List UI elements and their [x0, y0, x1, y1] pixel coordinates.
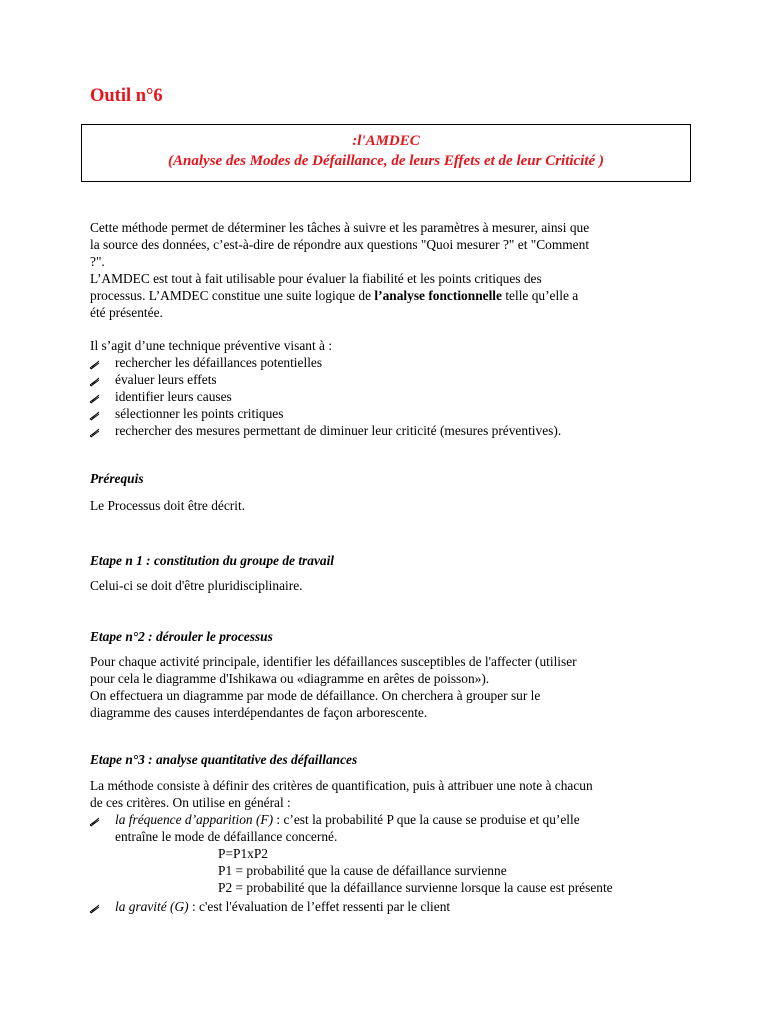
- intro-line-3: ?".: [90, 254, 105, 269]
- formula-line: P=P1xP2: [218, 846, 268, 861]
- etape2-line-2: pour cela le diagramme d'Ishikawa ou «diagramme en arêtes de poisson»).: [90, 671, 490, 686]
- intro-line-5: [90, 287, 578, 304]
- intro-line-5-end: telle qu’elle a: [501, 288, 579, 303]
- frequence-desc: : c’est la probabilité P que la cause se produise et qu’elle: [273, 812, 580, 827]
- prerequis-heading: Prérequis: [90, 471, 144, 486]
- gravite-term: la gravité (G): [115, 899, 189, 914]
- pen-bullet-icon: [89, 409, 101, 421]
- tool-title: Outil n°6: [90, 86, 163, 106]
- etape3-heading: Etape n°3 : analyse quantitative des défaillances: [90, 752, 358, 767]
- etape2-line-3: On effectuera un diagramme par mode de défaillance. On cherchera à grouper sur le: [90, 688, 541, 703]
- prerequis-text: Le Processus doit être décrit.: [90, 498, 246, 513]
- p2-definition: P2 = probabilité que la défaillance survienne lorsque la cause est présente: [218, 880, 613, 895]
- pen-bullet-icon: [89, 392, 101, 404]
- technique-bullet-2: évaluer leurs effets: [115, 372, 217, 387]
- etape3-line-1: La méthode consiste à définir des critères de quantification, puis à attribuer une note à chacun: [90, 778, 593, 793]
- pen-bullet-icon: [89, 358, 101, 370]
- pen-bullet-icon: [89, 902, 101, 914]
- intro-line-6: été présentée.: [90, 305, 163, 320]
- pen-bullet-icon: [89, 375, 101, 387]
- etape1-text: Celui-ci se doit d'être pluridisciplinaire.: [90, 578, 303, 593]
- etape2-line-4: diagramme des causes interdépendantes de façon arborescente.: [90, 705, 428, 720]
- technique-bullet-3: identifier leurs causes: [115, 389, 232, 404]
- intro-line-1: Cette méthode permet de déterminer les tâches à suivre et les paramètres à mesurer, ainsi que: [90, 220, 590, 235]
- box-title-line-2: (Analyse des Modes de Défaillance, de leurs Effets et de leur Criticité ): [168, 153, 604, 169]
- gravite-desc: : c'est l'évaluation de l’effet ressenti par le client: [188, 899, 451, 914]
- intro-line-4: L’AMDEC est tout à fait utilisable pour évaluer la fiabilité et les points critiques des: [90, 271, 542, 286]
- frequence-bullet: [115, 811, 580, 828]
- technique-lead: Il s’agit d’une technique préventive visant à :: [90, 338, 333, 353]
- frequence-term: la fréquence d’apparition (F): [115, 812, 274, 827]
- technique-bullet-1: rechercher les défaillances potentielles: [115, 355, 323, 370]
- p1-definition: P1 = probabilité que la cause de défaillance survienne: [218, 863, 507, 878]
- etape2-line-1: Pour chaque activité principale, identifier les défaillances susceptibles de l'affecter (utiliser: [90, 654, 577, 669]
- etape2-heading: Etape n°2 : dérouler le processus: [90, 629, 273, 644]
- etape3-line-2: de ces critères. On utilise en général :: [90, 795, 291, 810]
- gravite-bullet: [115, 898, 450, 915]
- pen-bullet-icon: [89, 426, 101, 438]
- analyse-fonctionnelle-bold: l’analyse fonctionnelle: [374, 288, 502, 303]
- box-title-line-1: :l'AMDEC: [352, 133, 420, 149]
- pen-bullet-icon: [89, 815, 101, 827]
- intro-line-5-start: processus. L’AMDEC constitue une suite logique de: [90, 288, 375, 303]
- etape1-heading: Etape n 1 : constitution du groupe de travail: [90, 553, 335, 568]
- amdec-title-box: [81, 124, 691, 182]
- technique-bullet-5: rechercher des mesures permettant de diminuer leur criticité (mesures préventives).: [115, 423, 562, 438]
- frequence-bullet-line-2: entraîne le mode de défaillance concerné.: [115, 829, 338, 844]
- intro-line-2: la source des données, c’est-à-dire de répondre aux questions "Quoi mesurer ?" et "Comment: [90, 237, 590, 252]
- technique-bullet-4: sélectionner les points critiques: [115, 406, 284, 421]
